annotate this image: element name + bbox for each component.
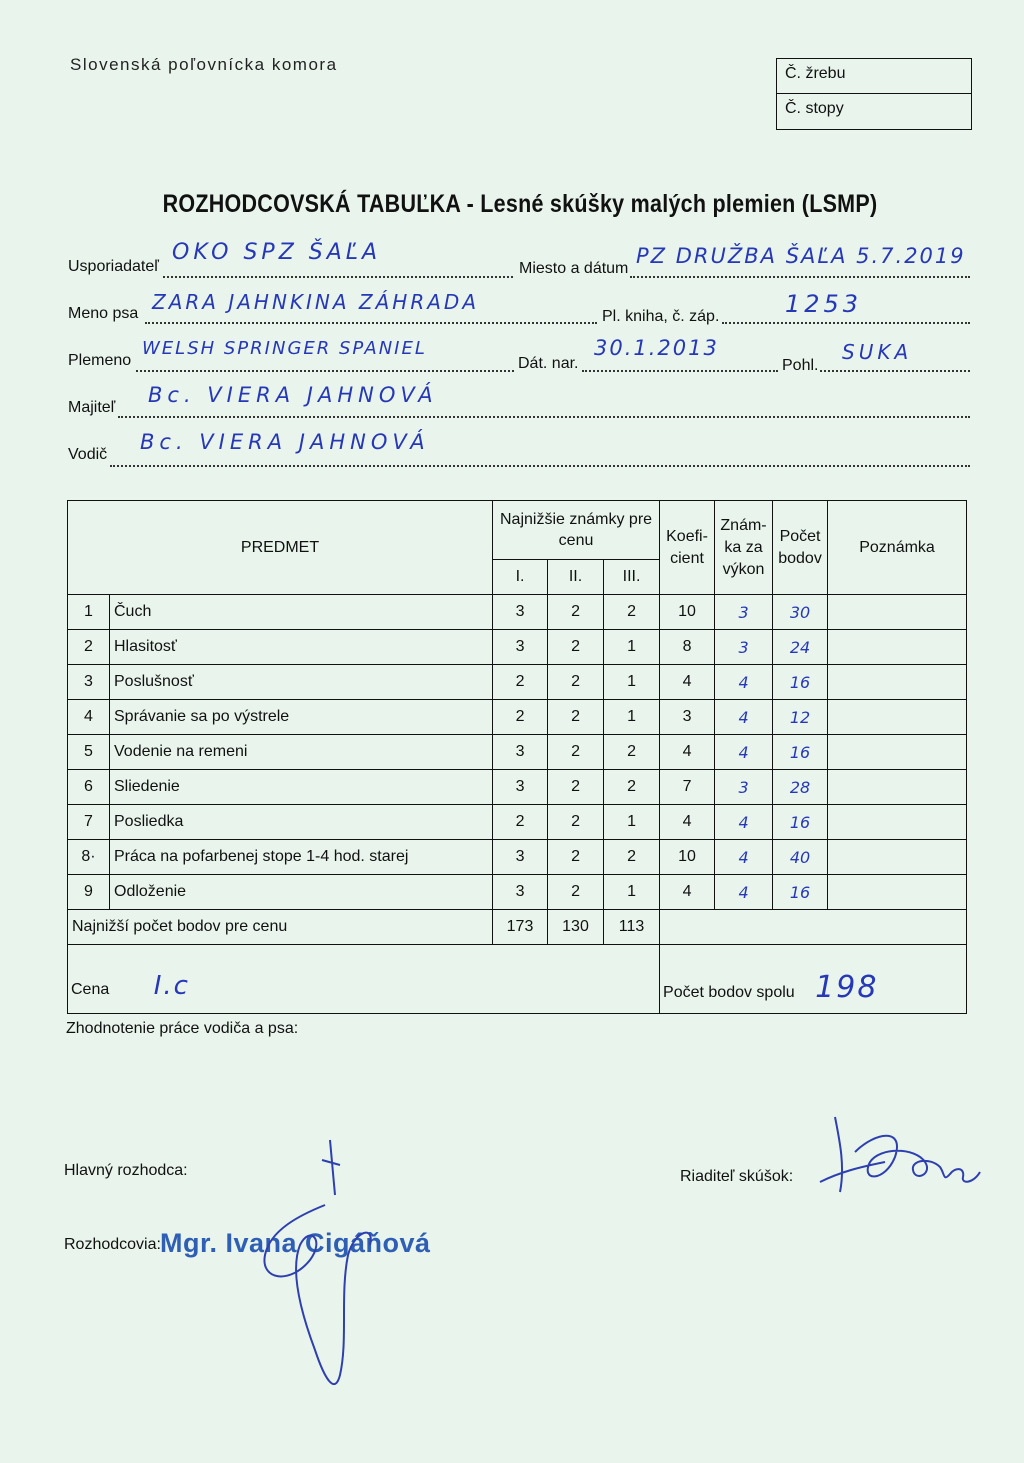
row-mark: 4 [715,805,773,840]
birth-date-line [582,370,778,372]
mark-header: Znám-ka za výkon [715,501,773,595]
row-min-ii: 2 [548,735,604,770]
row-min-ii: 2 [548,875,604,910]
studbook-line [722,322,970,324]
director-signature [815,1112,990,1207]
row-note [828,595,967,630]
row-note [828,875,967,910]
row-min-iii: 1 [604,805,660,840]
row-note [828,805,967,840]
row-number: 4 [68,700,110,735]
studbook-label: Pl. kniha, č. záp. [602,308,720,325]
min-points-iii: 113 [604,910,660,945]
row-subject: Sliedenie [110,770,493,805]
row-number: 3 [68,665,110,700]
table-row [68,770,967,805]
row-min-ii: 2 [548,700,604,735]
row-min-i: 3 [493,840,548,875]
total-label: Počet bodov spolu [663,984,795,1001]
points-header: Počet bodov [773,501,828,595]
row-min-iii: 2 [604,840,660,875]
row-subject: Čuch [110,595,493,630]
min-marks-header: Najnižšie známky pre cenu [493,501,660,560]
row-min-i: 3 [493,875,548,910]
min-points-i: 173 [493,910,548,945]
row-min-iii: 1 [604,875,660,910]
row-number: 1 [68,595,110,630]
judge-signature [230,1135,430,1405]
row-coefficient: 4 [660,735,715,770]
table-row [68,665,967,700]
place-date-label: Miesto a dátum [519,260,629,277]
dog-name-value: ZARA JAHNKINA ZÁHRADA [152,290,479,314]
row-points: 16 [773,805,828,840]
place-date-line [630,276,970,278]
min-points-label: Najnižší počet bodov pre cenu [68,910,493,945]
coefficient-header: Koefi-cient [660,501,715,595]
sex-value: SUKA [842,340,913,364]
row-subject: Vodenie na remeni [110,735,493,770]
row-min-iii: 2 [604,770,660,805]
row-mark: 3 [715,770,773,805]
row-number: 9 [68,875,110,910]
breed-value: WELSH SPRINGER SPANIEL [142,338,427,359]
row-subject: Hlasitosť [110,630,493,665]
dog-name-label: Meno psa [68,305,139,322]
row-min-ii: 2 [548,630,604,665]
row-points: 30 [773,595,828,630]
judges-label: Rozhodcovia: [64,1236,161,1253]
row-number: 6 [68,770,110,805]
table-row [68,630,967,665]
row-coefficient: 3 [660,700,715,735]
studbook-value: 1253 [785,290,863,318]
row-points: 24 [773,630,828,665]
row-min-i: 3 [493,595,548,630]
row-min-ii: 2 [548,770,604,805]
grade-iii-header: III. [604,560,660,595]
row-subject: Správanie sa po výstrele [110,700,493,735]
row-note [828,840,967,875]
breed-label: Plemeno [68,352,132,369]
row-min-i: 3 [493,735,548,770]
row-coefficient: 10 [660,840,715,875]
row-note [828,735,967,770]
table-row [68,875,967,910]
row-subject: Posliedka [110,805,493,840]
organization-name: Slovenská poľovnícka komora [70,55,338,74]
judge-stamp: Mgr. Ivana Cigáňová [160,1228,431,1258]
row-min-i: 2 [493,805,548,840]
row-note [828,630,967,665]
table-row [68,735,967,770]
row-min-iii: 1 [604,665,660,700]
row-min-i: 2 [493,700,548,735]
sex-line [820,370,970,372]
organizer-value: OKO SPZ ŠAĽA [172,240,382,265]
evaluation-label: Zhodnotenie práce vodiča a psa: [66,1020,299,1037]
row-min-i: 3 [493,630,548,665]
row-number: 5 [68,735,110,770]
row-mark: 4 [715,875,773,910]
handler-value: Bc. VIERA JAHNOVÁ [140,430,430,454]
sex-label: Pohl. [782,357,819,374]
row-number: 2 [68,630,110,665]
row-note [828,665,967,700]
row-note [828,700,967,735]
row-min-ii: 2 [548,665,604,700]
row-min-iii: 2 [604,735,660,770]
row-coefficient: 7 [660,770,715,805]
track-number-label: Č. stopy [785,100,844,117]
breed-line [136,370,514,372]
row-subject: Poslušnosť [110,665,493,700]
row-coefficient: 4 [660,875,715,910]
organizer-label: Usporiadateľ [68,258,159,275]
row-coefficient: 4 [660,805,715,840]
min-points-empty [660,910,967,945]
table-row [68,805,967,840]
subject-header: PREDMET [68,501,493,595]
row-points: 16 [773,735,828,770]
row-mark: 4 [715,700,773,735]
row-subject: Odloženie [110,875,493,910]
row-points: 28 [773,770,828,805]
grade-i-header: I. [493,560,548,595]
row-coefficient: 4 [660,665,715,700]
page-title: ROZHODCOVSKÁ TABUĽKA - Lesné skúšky malých plemien (LSMP) [162,190,878,218]
row-min-i: 2 [493,665,548,700]
row-min-ii: 2 [548,595,604,630]
row-mark: 4 [715,665,773,700]
row-mark: 4 [715,735,773,770]
draw-number-label: Č. žrebu [777,59,971,94]
note-header: Poznámka [828,501,967,595]
row-number: 8· [68,840,110,875]
director-label: Riaditeľ skúšok: [680,1168,794,1185]
prize-cell [68,945,660,1014]
row-mark: 3 [715,595,773,630]
row-coefficient: 10 [660,595,715,630]
grade-ii-header: II. [548,560,604,595]
draw-number-box [776,58,972,130]
handler-label: Vodič [68,446,108,463]
total-cell [660,945,967,1014]
row-min-iii: 2 [604,595,660,630]
prize-label: Cena [71,981,110,998]
owner-line [118,416,970,418]
chief-judge-label: Hlavný rozhodca: [64,1162,188,1179]
row-min-ii: 2 [548,805,604,840]
place-date-value: PZ DRUŽBA ŠAĽA 5.7.2019 [636,244,966,268]
row-note [828,770,967,805]
birth-date-value: 30.1.2013 [594,336,719,360]
min-points-ii: 130 [548,910,604,945]
row-points: 12 [773,700,828,735]
row-number: 7 [68,805,110,840]
row-min-i: 3 [493,770,548,805]
table-row [68,595,967,630]
row-min-iii: 1 [604,700,660,735]
row-points: 40 [773,840,828,875]
prize-value: I.c [153,971,190,1001]
table-row [68,840,967,875]
owner-label: Majiteľ [68,399,116,416]
dog-name-line [145,322,597,324]
organizer-line [163,276,513,278]
row-min-iii: 1 [604,630,660,665]
row-subject: Práca na pofarbenej stope 1-4 hod. starej [110,840,493,875]
owner-value: Bc. VIERA JAHNOVÁ [148,383,438,407]
row-points: 16 [773,875,828,910]
row-points: 16 [773,665,828,700]
row-min-ii: 2 [548,840,604,875]
row-mark: 4 [715,840,773,875]
total-value: 198 [815,970,879,1005]
row-mark: 3 [715,630,773,665]
row-coefficient: 8 [660,630,715,665]
table-row [68,700,967,735]
birth-date-label: Dát. nar. [518,355,579,372]
score-table [67,500,967,1014]
handler-line [110,465,970,467]
